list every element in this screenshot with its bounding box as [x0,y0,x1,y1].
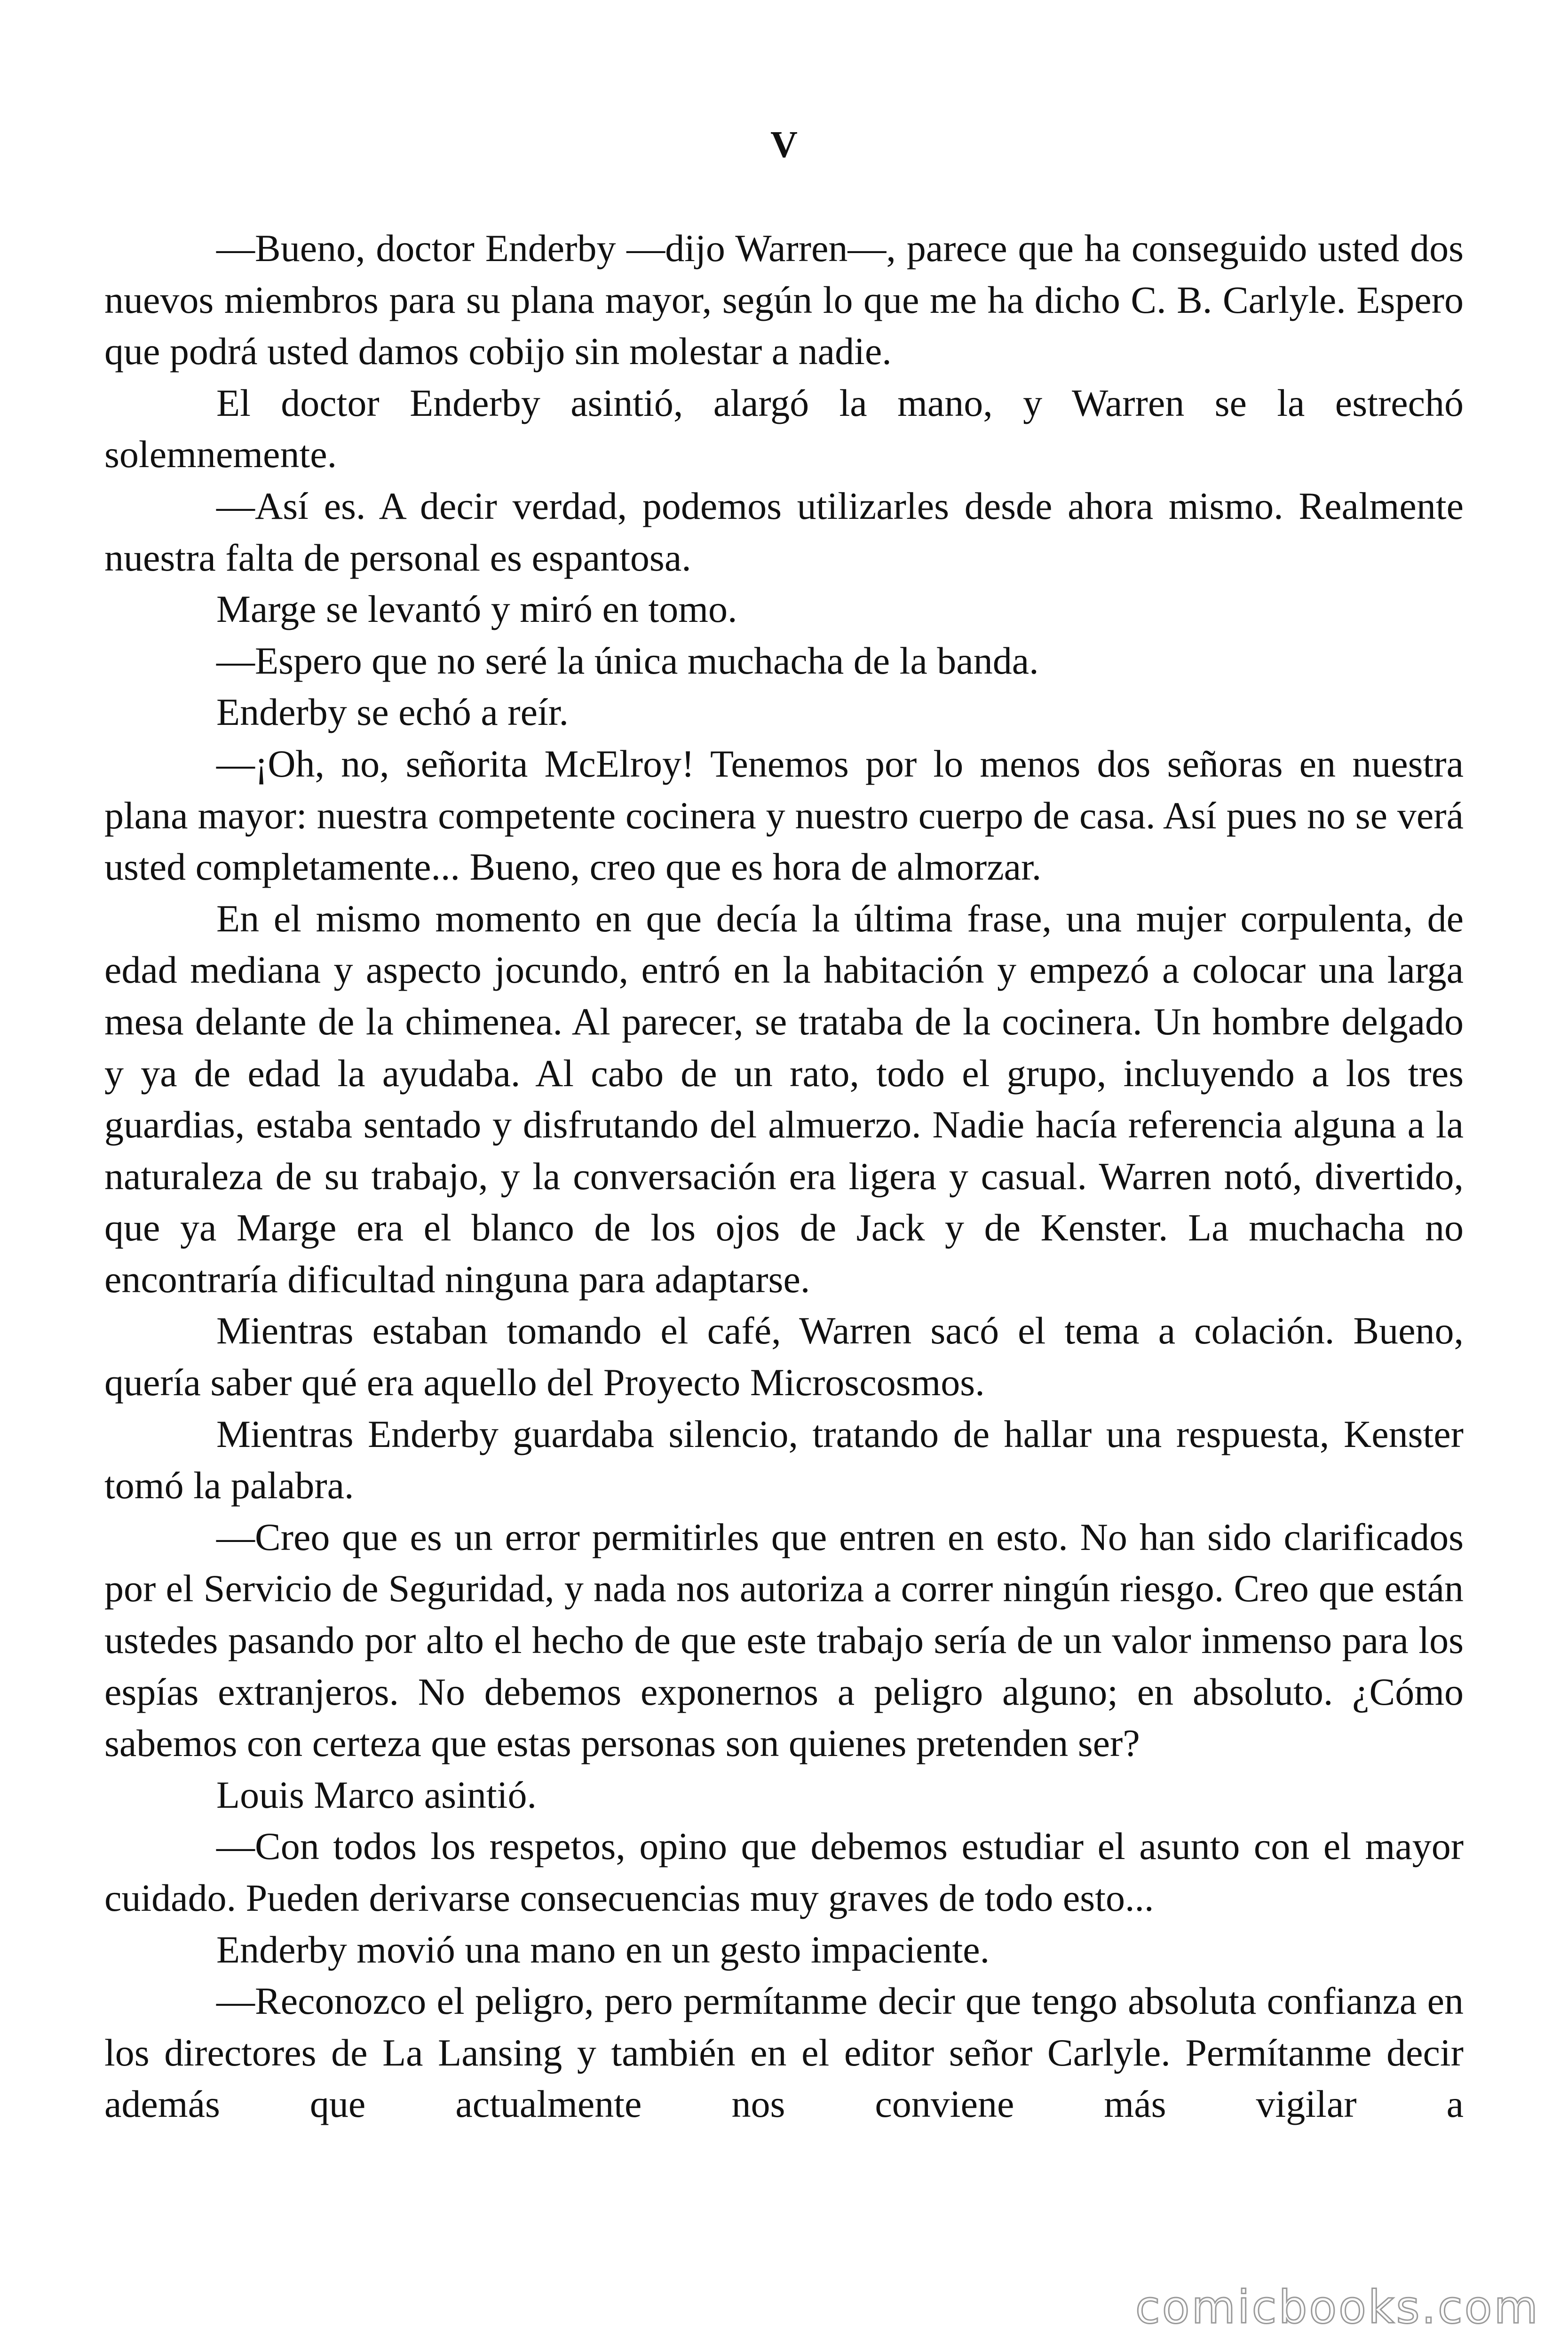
paragraph: —Con todos los respetos, opino que debemos estudiar el asunto con el mayor cuidado. Pueden derivarse consecuencias muy graves de todo esto... [104,1825,1464,1919]
paragraph: Enderby se echó a reír. [216,691,569,734]
paragraph: —¡Oh, no, señorita McElroy! Tenemos por lo menos dos señoras en nuestra plana mayor: nuestra competente cocinera y nuestro cuerpo de casa. Así pues no se verá usted completamente... Bueno, creo que es hora de almorzar. [104,742,1464,889]
paragraph: Enderby movió una mano en un gesto impaciente. [216,1928,990,1971]
chapter-text [104,222,1464,2130]
paragraph: —Espero que no seré la única muchacha de la banda. [216,639,1039,682]
paragraph: El doctor Enderby asintió, alargó la mano, y Warren se la estrechó solemnemente. [104,381,1464,476]
paragraph: Mientras Enderby guardaba silencio, tratando de hallar una respuesta, Kenster tomó la palabra. [104,1412,1464,1507]
paragraph: —Así es. A decir verdad, podemos utilizarles desde ahora mismo. Realmente nuestra falta de personal es espantosa. [104,484,1464,579]
paragraph: Louis Marco asintió. [216,1773,537,1816]
paragraph: —Reconozco el peligro, pero permítanme decir que tengo absoluta confianza en los directores de La Lansing y también en el editor señor Carlyle. Permítanme decir además que actualmente nos conviene más vigilar a [104,1979,1464,2126]
paragraph: —Bueno, doctor Enderby —dijo Warren—, parece que ha conseguido usted dos nuevos miembros para su plana mayor, según lo que me ha dicho C. B. Carlyle. Espero que podrá usted damos cobijo sin molestar a nadie. [104,227,1464,373]
paragraph: En el mismo momento en que decía la última frase, una mujer corpulenta, de edad mediana y aspecto jocundo, entró en la habitación y empezó a colocar una larga mesa delante de la chimenea. Al parecer, se trataba de la cocinera. Un hombre delgado y ya de edad la ayudaba. Al cabo de un rato, todo el grupo, incluyendo a los tres guardias, estaba sentado y disfrutando del almuerzo. Nadie hacía referencia alguna a la naturaleza de su trabajo, y la conversación era ligera y casual. Warren notó, divertido, que ya Marge era el blanco de los ojos de Jack y de Kenster. La muchacha no encontraría dificultad ninguna para adaptarse. [104,897,1464,1301]
paragraph: Marge se levantó y miró en tomo. [216,588,737,631]
chapter-title: V [770,124,798,166]
watermark-logo: comicbooks.com [1135,2281,1540,2334]
paragraph: Mientras estaban tomando el café, Warren sacó el tema a colación. Bueno, quería saber qué era aquello del Proyecto Microscosmos. [104,1309,1464,1404]
paragraph: —Creo que es un error permitirles que entren en esto. No han sido clarificados por el Servicio de Seguridad, y nada nos autoriza a correr ningún riesgo. Creo que están ustedes pasando por alto el hecho de que este trabajo sería de un valor inmenso para los espías extranjeros. No debemos exponernos a peligro alguno; en absoluto. ¿Cómo sabemos con certeza que estas personas son quienes pretenden ser? [104,1515,1464,1765]
